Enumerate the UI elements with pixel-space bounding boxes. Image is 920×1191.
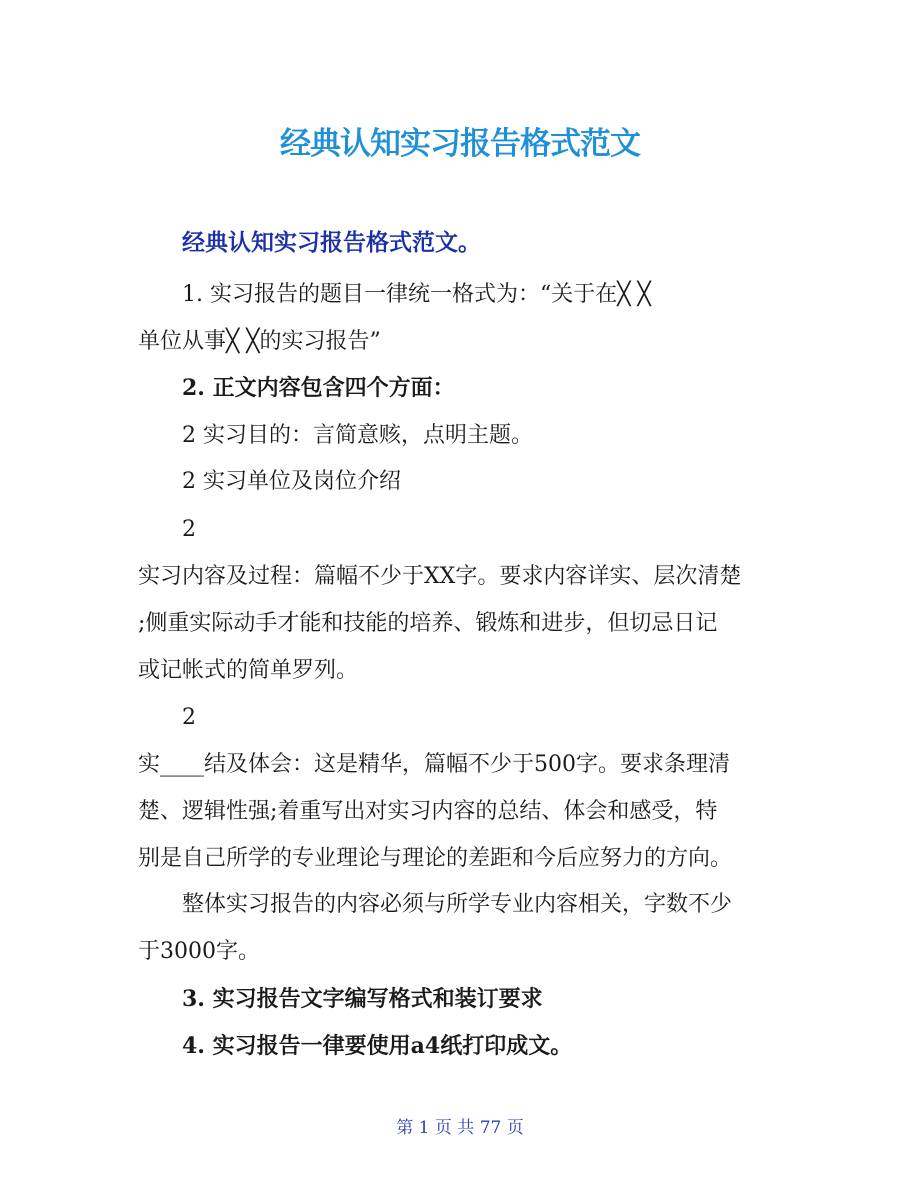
- content-process-line-3: 或记帐式的简单罗列。: [138, 658, 359, 683]
- item-2-heading: 2. 正文内容包含四个方面：: [182, 375, 455, 401]
- overall-line-2: 于3000字。: [138, 939, 260, 964]
- overall-line-1: 整体实习报告的内容必须与所学专业内容相关，字数不少: [182, 892, 733, 917]
- item-4-heading: 4. 实习报告一律要使用a4纸打印成文。: [182, 1033, 573, 1059]
- bullet-unit-intro: 2 实习单位及岗位介绍: [182, 469, 401, 494]
- bullet-marker-summary: 2: [182, 705, 196, 730]
- summary-line-1: 实____结及体会：这是精华，篇幅不少于500字。要求条理清: [138, 752, 730, 777]
- summary-line-3: 别是自己所学的专业理论与理论的差距和今后应努力的方向。: [138, 846, 733, 871]
- page-footer: 第 1 页 共 77 页: [396, 1118, 524, 1138]
- summary-line-2: 楚、逻辑性强;着重写出对实习内容的总结、体会和感受，特: [138, 799, 718, 824]
- item-1-line-2: 单位从事╳ ╳的实习报告”: [138, 329, 381, 354]
- item-3-heading: 3. 实习报告文字编写格式和装订要求: [182, 986, 543, 1012]
- page-title: 经典认知实习报告格式范文: [280, 126, 640, 162]
- content-process-line-1: 实习内容及过程：篇幅不少于XX字。要求内容详实、层次清楚: [138, 564, 742, 589]
- item-1-line-1: 1. 实习报告的题目一律统一格式为：“关于在╳ ╳: [182, 282, 651, 307]
- bullet-marker-content: 2: [182, 517, 196, 542]
- bullet-purpose: 2 实习目的：言简意赅，点明主题。: [182, 423, 533, 448]
- subtitle: 经典认知实习报告格式范文。: [182, 230, 481, 256]
- content-process-line-2: ;侧重实际动手才能和技能的培养、锻炼和进步，但切忌日记: [138, 611, 718, 636]
